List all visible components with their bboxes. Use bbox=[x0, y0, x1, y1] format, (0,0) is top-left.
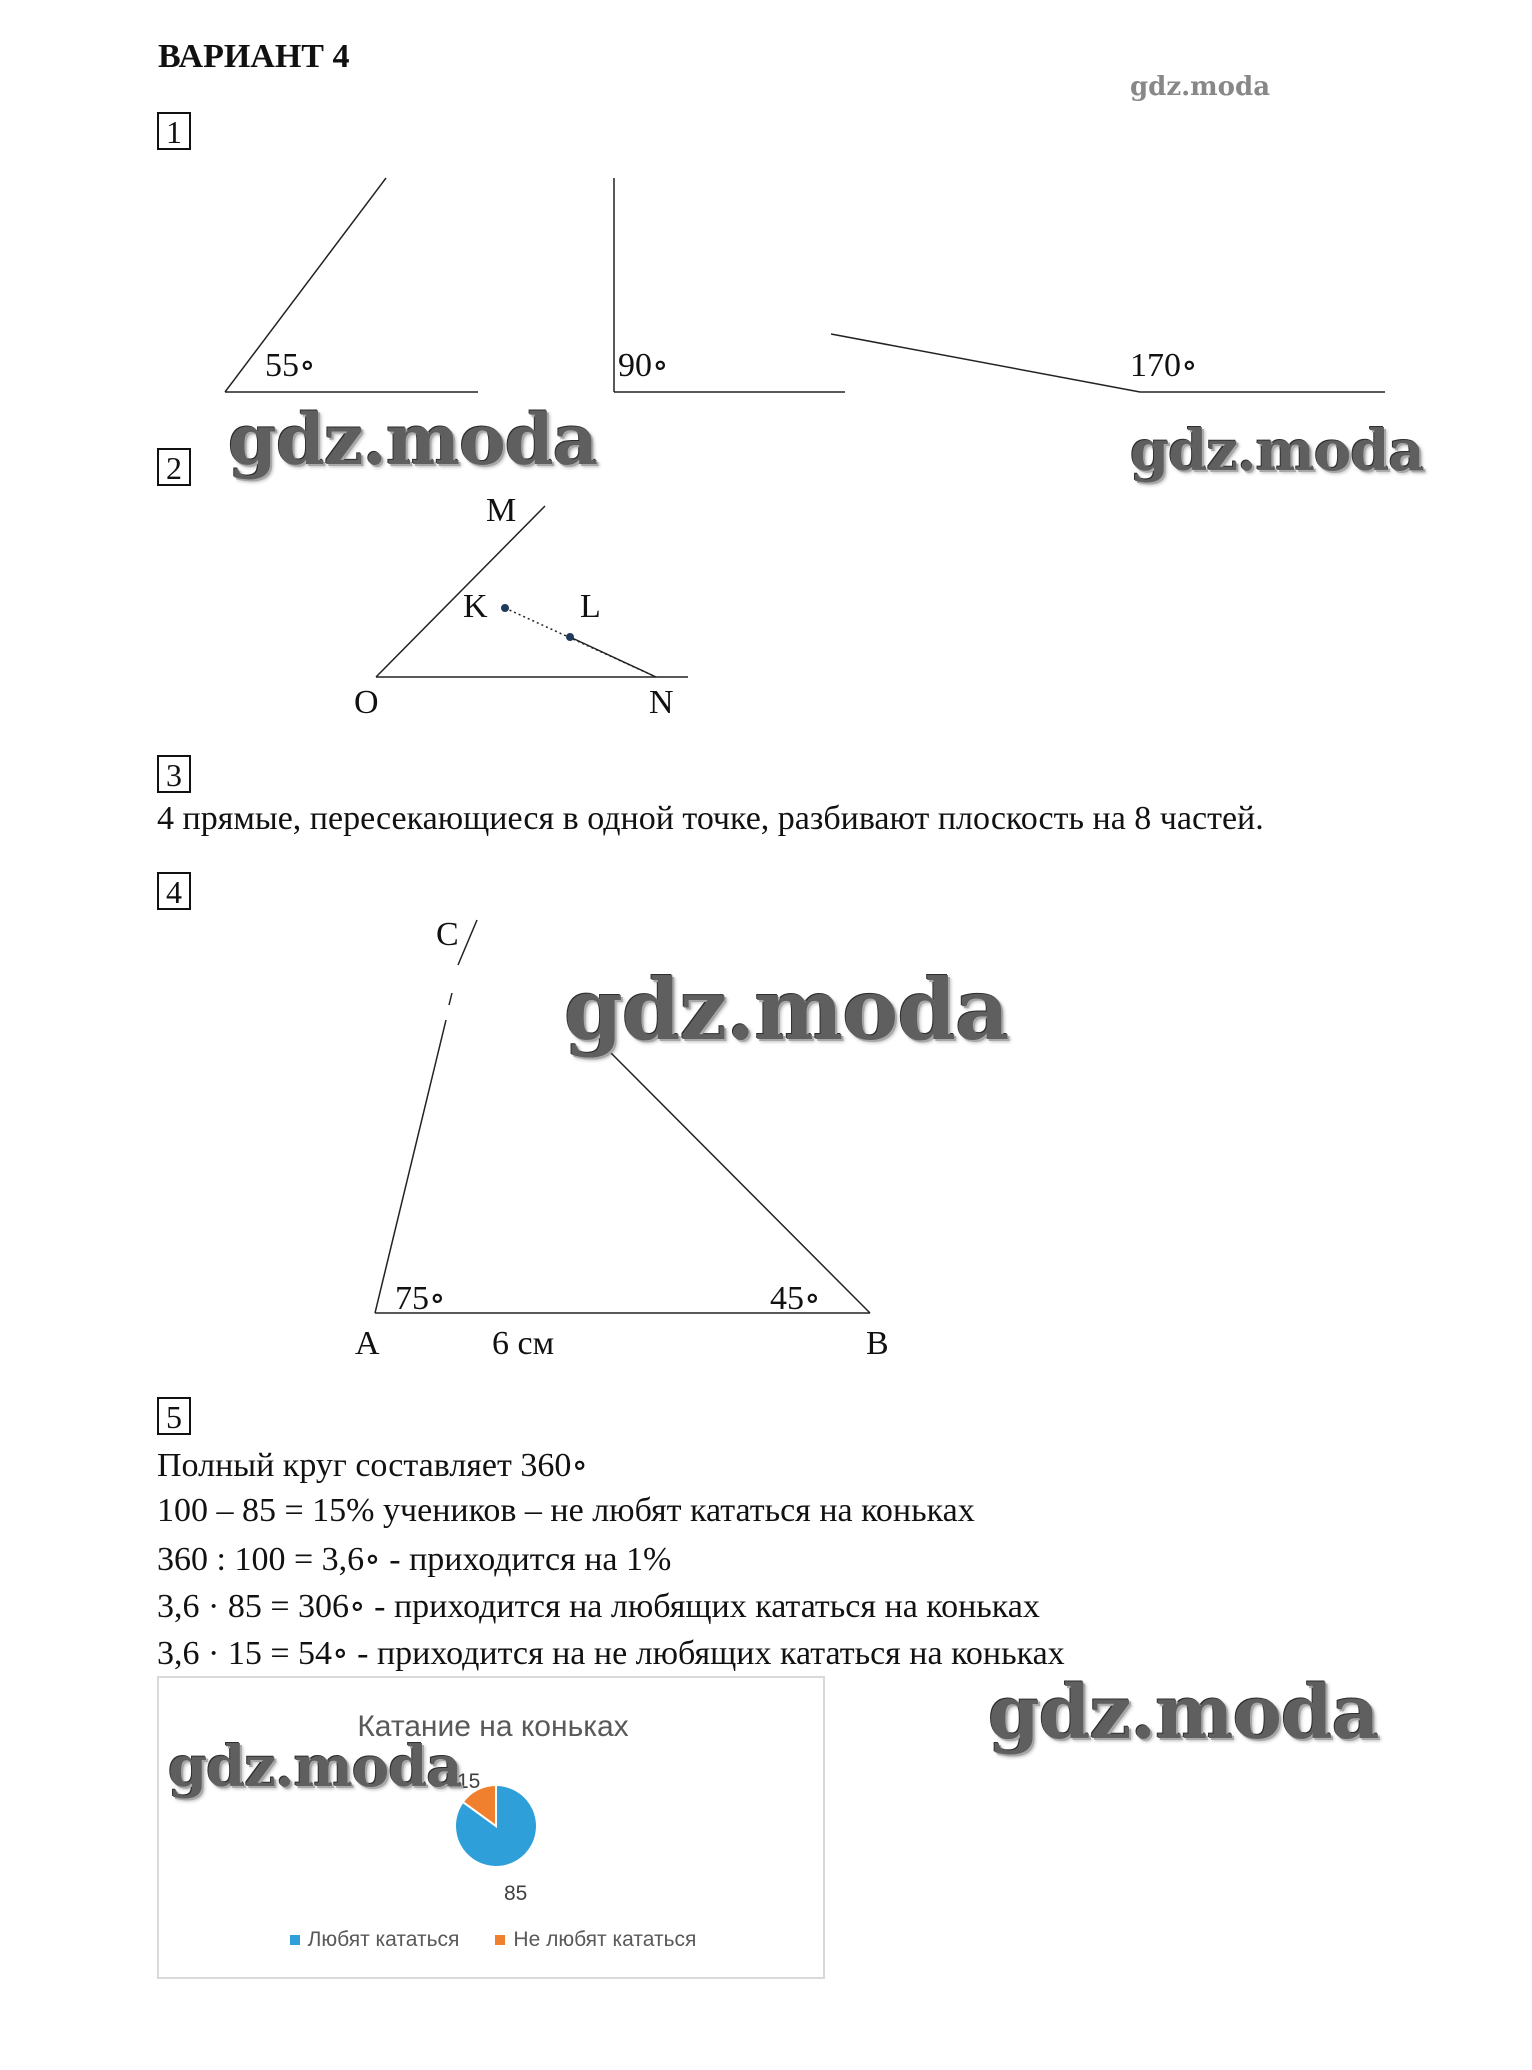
legend-swatch-like bbox=[290, 1935, 300, 1945]
legend-label-like: Любят кататься bbox=[307, 1928, 460, 1951]
point-m-label: M bbox=[486, 492, 517, 529]
task-5-line-2: 100 – 85 = 15% учеников – не любят кататься на коньках bbox=[157, 1492, 975, 1529]
side-ac-upper bbox=[458, 920, 477, 965]
segment-ln bbox=[570, 637, 656, 677]
point-l-label: L bbox=[580, 588, 601, 625]
angle-90-label: 90∘ bbox=[618, 347, 669, 384]
task-5-line-3: 360 : 100 = 3,6∘ - приходится на 1% bbox=[157, 1541, 672, 1578]
side-ac-lower bbox=[375, 1020, 446, 1313]
watermark-small: gdz.moda bbox=[1130, 72, 1271, 102]
chart-legend bbox=[159, 1928, 827, 1952]
watermark-3: gdz.moda bbox=[564, 960, 1009, 1059]
point-o-label: O bbox=[354, 684, 379, 721]
side-ac-mid bbox=[449, 993, 452, 1005]
task-5-line-4: 3,6 · 85 = 306∘ - приходится на любящих кататься на коньках bbox=[157, 1588, 1040, 1625]
watermark-4: gdz.moda bbox=[988, 1670, 1379, 1756]
task-1-number: 1 bbox=[157, 112, 191, 150]
watermark-5: gdz.moda bbox=[168, 1734, 462, 1800]
task-4-number: 4 bbox=[157, 872, 191, 910]
angle-170-side-ray bbox=[831, 334, 1140, 392]
vertex-c-label: C bbox=[436, 916, 459, 953]
watermark-1: gdz.moda bbox=[228, 398, 598, 481]
angle-170-label: 170∘ bbox=[1130, 347, 1198, 384]
task-5-line-1: Полный круг составляет 360∘ bbox=[157, 1447, 589, 1484]
task-5-line-5: 3,6 · 15 = 54∘ - приходится на не любящих кататься на коньках bbox=[157, 1635, 1065, 1672]
point-n-label: N bbox=[649, 684, 674, 721]
chart-title: Катание на коньках bbox=[357, 1710, 629, 1743]
slice-label-like: 85 bbox=[504, 1882, 528, 1905]
angle-b-label: 45∘ bbox=[770, 1280, 821, 1317]
point-k bbox=[501, 604, 509, 612]
task-2-number: 2 bbox=[157, 448, 191, 486]
vertex-a-label: A bbox=[355, 1325, 380, 1362]
task-3-text: 4 прямые, пересекающиеся в одной точке, разбивают плоскость на 8 частей. bbox=[157, 800, 1264, 837]
side-bc bbox=[610, 1052, 870, 1313]
point-l bbox=[566, 633, 574, 641]
legend-item-like bbox=[290, 1928, 460, 1952]
point-k-label: K bbox=[463, 588, 488, 625]
pie-chart bbox=[157, 1676, 825, 1979]
legend-item-not-like bbox=[495, 1928, 696, 1952]
task-3-number: 3 bbox=[157, 755, 191, 793]
angle-55-label: 55∘ bbox=[265, 347, 316, 384]
watermark-2: gdz.moda bbox=[1130, 418, 1424, 484]
legend-swatch-not-like bbox=[495, 1935, 505, 1945]
angle-a-label: 75∘ bbox=[395, 1280, 446, 1317]
slice-label-not-like: 15 bbox=[457, 1770, 481, 1793]
legend-label-not-like: Не любят кататься bbox=[513, 1928, 697, 1951]
vertex-b-label: B bbox=[866, 1325, 889, 1362]
variant-title: ВАРИАНТ 4 bbox=[158, 38, 350, 75]
ray-om bbox=[376, 506, 545, 677]
side-ab-label: 6 см bbox=[492, 1325, 555, 1362]
task-5-number: 5 bbox=[157, 1397, 191, 1435]
